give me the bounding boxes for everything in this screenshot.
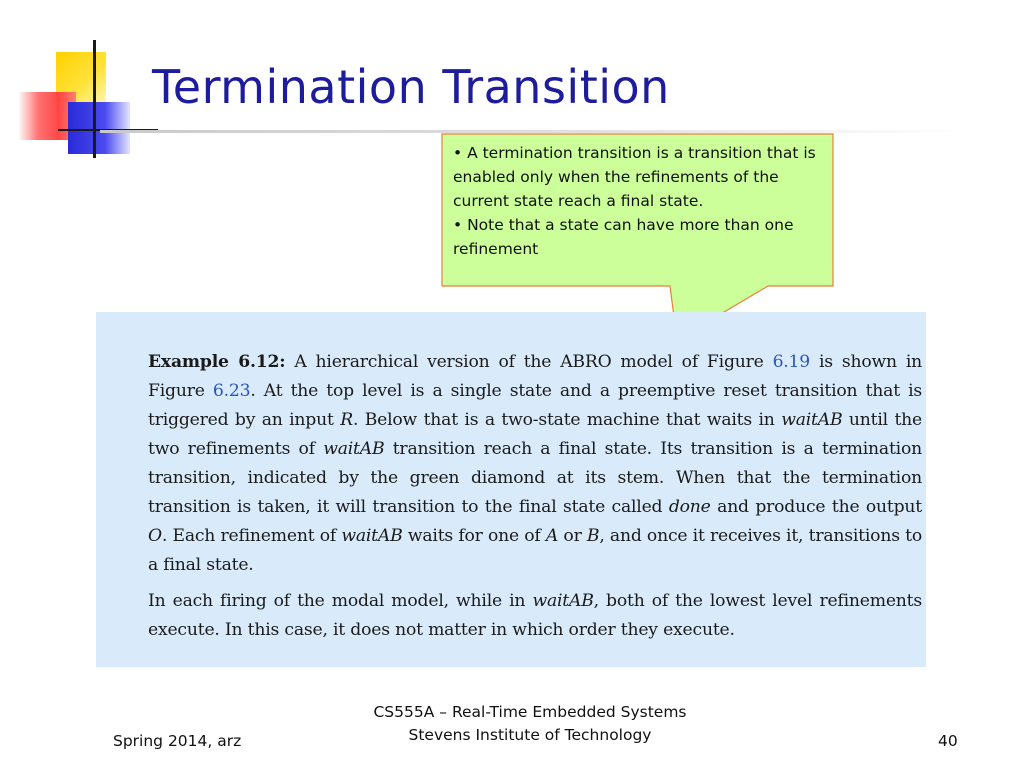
- excerpt-body: [148, 348, 922, 645]
- footer-date-author: Spring 2014, arz: [113, 732, 242, 750]
- textbook-excerpt: [96, 312, 926, 667]
- excerpt-paragraph-2: [148, 587, 922, 645]
- variable-name: done: [668, 497, 711, 517]
- logo-vertical-line: [93, 40, 96, 158]
- slide-number: 40: [938, 732, 958, 750]
- excerpt-text: and produce the output: [710, 497, 922, 517]
- slide-logo: [0, 0, 160, 170]
- callout-bullet-2: • Note that a state can have more than one refinement: [453, 216, 794, 258]
- footer-institution: Stevens Institute of Technology: [408, 726, 652, 744]
- excerpt-text: . Below that is a two-state machine that waits in: [352, 410, 782, 430]
- excerpt-text: , and once it receives it, transitions to a final state.: [148, 526, 922, 575]
- excerpt-text: transition reach a final state. Its transition is a termination transition, indicated by the green diamond at its stem. When that the termination transition is taken, it will transition to the final state called: [148, 439, 922, 517]
- variable-name: waitAB: [781, 410, 843, 430]
- logo-blue-square: [68, 102, 130, 154]
- excerpt-text: A hierarchical version of the ABRO model of Figure: [285, 352, 773, 372]
- callout-bullet-1: • A termination transition is a transition that is enabled only when the refinements of the current state reach a final state.: [453, 144, 816, 210]
- callout-text: [453, 141, 825, 261]
- figure-reference-link: 6.19: [772, 352, 811, 372]
- variable-name: B: [586, 526, 600, 546]
- excerpt-text: until the two refinements of: [148, 410, 923, 459]
- excerpt-text: , both of the lowest level refinements execute. In this case, it does not matter in which order they execute.: [148, 591, 923, 640]
- callout-box: [441, 133, 834, 341]
- variable-name: A: [545, 526, 559, 546]
- excerpt-text: . At the top level is a single state and a preemptive reset transition that is triggered by an input: [148, 381, 922, 430]
- footer-course-name: CS555A – Real-Time Embedded Systems: [373, 703, 687, 721]
- variable-name: waitAB: [532, 591, 594, 611]
- example-label: Example 6.12:: [148, 352, 286, 372]
- excerpt-text: In each firing of the modal model, while in: [148, 591, 533, 611]
- variable-name: R: [340, 410, 353, 430]
- figure-reference-link: 6.23: [212, 381, 251, 401]
- excerpt-text: or: [558, 526, 587, 546]
- variable-name: waitAB: [323, 439, 385, 459]
- variable-name: waitAB: [341, 526, 403, 546]
- slide-title: Termination Transition: [152, 60, 670, 114]
- footer-course-info: [330, 701, 730, 747]
- excerpt-text: . Each refinement of: [161, 526, 342, 546]
- variable-name: O: [148, 526, 162, 546]
- excerpt-text: is shown in Figure: [148, 352, 922, 401]
- excerpt-text: waits for one of: [402, 526, 546, 546]
- excerpt-paragraph-1: [148, 348, 922, 580]
